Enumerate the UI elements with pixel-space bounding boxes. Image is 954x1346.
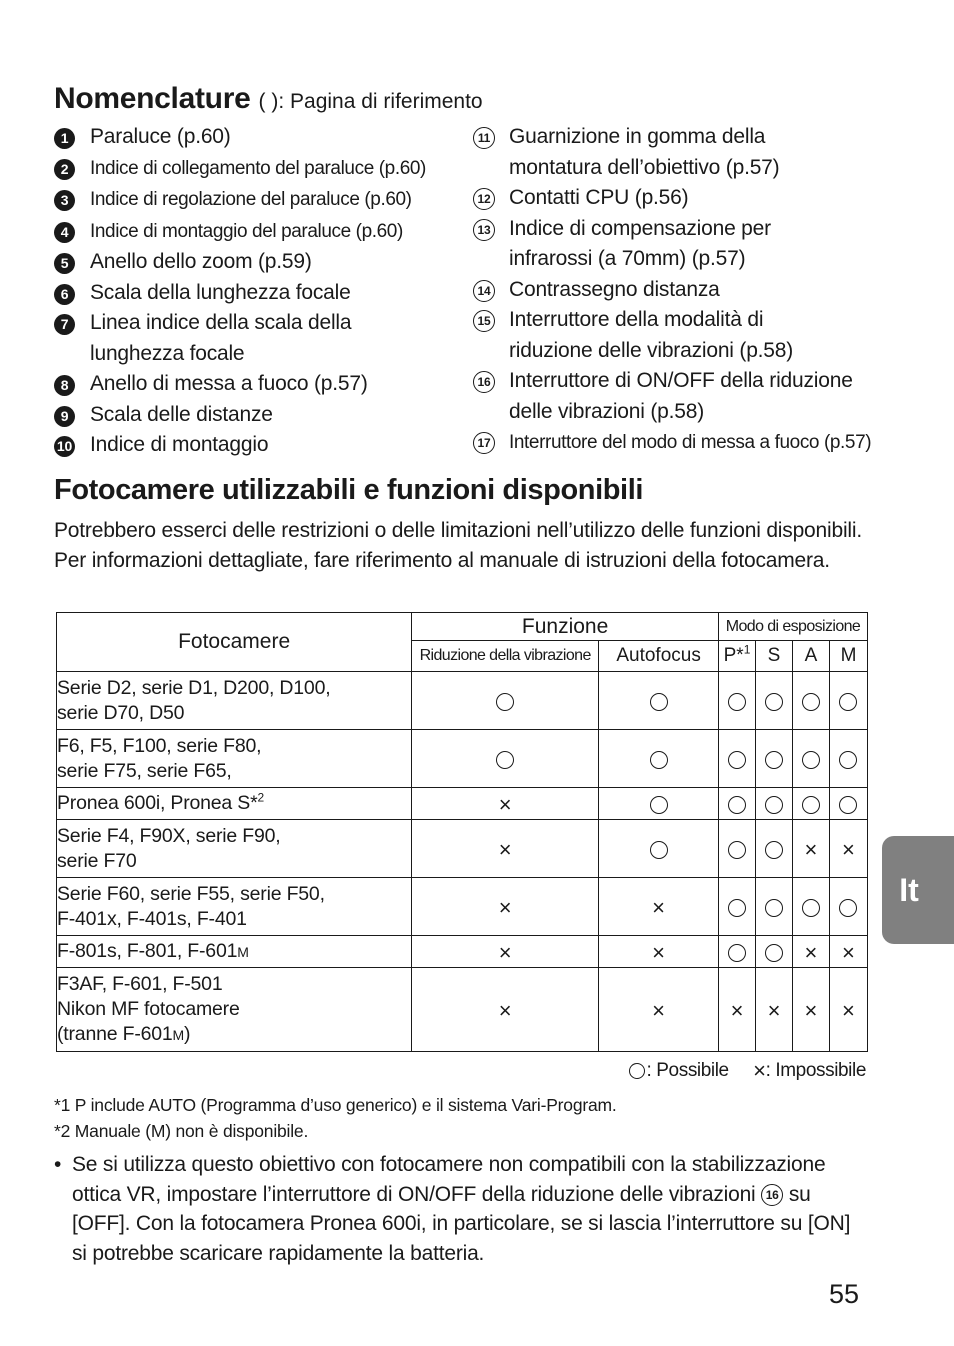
- nomenclature-item: [54, 369, 454, 400]
- impossible-symbol: ×: [730, 997, 744, 1023]
- impossible-symbol: ×: [498, 791, 512, 817]
- item-text: Indice di montaggio: [90, 433, 269, 456]
- table-row: [57, 672, 868, 730]
- item-text: Interruttore di ON/OFF della riduzione: [509, 369, 853, 392]
- item-text: Indice di regolazione del paraluce (p.60): [90, 189, 412, 210]
- nomenclature-list-left: [54, 122, 454, 461]
- possible-cell: [829, 788, 867, 820]
- table-row: [57, 878, 868, 936]
- possible-cell: [412, 672, 599, 730]
- nomenclature-item: [54, 122, 454, 153]
- possible-cell: [719, 730, 756, 788]
- possible-cell: [792, 730, 829, 788]
- nomenclature-heading: [54, 82, 483, 116]
- impossible-cell: [829, 968, 867, 1052]
- nomenclature-item: [54, 400, 454, 431]
- compatibility-table: [56, 612, 868, 1052]
- table-body: [57, 672, 868, 1052]
- impossible-symbol: ×: [498, 836, 512, 862]
- item-text-cont: infrarossi (a 70mm) (p.57): [509, 247, 746, 270]
- camera-text: Serie F60, serie F55, serie F50,: [57, 882, 325, 905]
- possible-cell: [599, 820, 719, 878]
- reference-note: ( ): Pagina di riferimento: [258, 90, 483, 113]
- possible-cell: [829, 730, 867, 788]
- camera-text: serie D70, D50: [57, 701, 185, 724]
- nomenclature-item: [473, 183, 873, 214]
- possible-cell: [599, 730, 719, 788]
- possible-cell: [412, 730, 599, 788]
- header-exposure-mode: Modo di esposizione: [719, 613, 868, 641]
- possible-symbol: [802, 899, 820, 917]
- possible-cell: [792, 672, 829, 730]
- possible-cell: [719, 936, 756, 968]
- item-text: Scala delle distanze: [90, 402, 273, 426]
- item-text: Indice di collegamento del paraluce (p.60): [90, 157, 426, 179]
- item-number-badge: 17: [473, 432, 495, 454]
- camera-cell: [57, 936, 412, 968]
- impossible-cell: [412, 820, 599, 878]
- possible-cell: [719, 820, 756, 878]
- impossible-symbol: ×: [767, 997, 781, 1023]
- item-text-cont: delle vibrazioni (p.58): [509, 399, 705, 423]
- item-text-cont: riduzione delle vibrazioni (p.58): [509, 338, 794, 362]
- impossible-cell: [412, 788, 599, 820]
- item-number-badge: 3: [54, 190, 75, 211]
- item-number-badge: 8: [54, 375, 75, 396]
- camera-text: M: [237, 943, 249, 960]
- mode-p-label: P*: [723, 645, 744, 666]
- item-number-badge: 14: [473, 280, 495, 302]
- table-row: [57, 936, 868, 968]
- item-text: Interruttore del modo di messa a fuoco (p.57): [509, 432, 872, 453]
- footnote-2: *2 Manuale (M) non è disponibile.: [54, 1121, 309, 1141]
- header-mode-m: M: [829, 641, 867, 672]
- legend-impossible: : Impossibile: [765, 1060, 866, 1082]
- impossible-cell: [412, 968, 599, 1052]
- impossible-symbol: ×: [498, 997, 512, 1023]
- possible-symbol: [765, 841, 783, 859]
- impossible-symbol: ×: [804, 836, 818, 862]
- impossible-cell: [829, 936, 867, 968]
- impossible-cell: [719, 968, 756, 1052]
- possible-cell: [756, 878, 793, 936]
- impossible-symbol: ×: [652, 939, 665, 965]
- nomenclature-item: [54, 308, 454, 369]
- possible-symbol: [629, 1063, 645, 1079]
- mode-p-footnote-mark: 1: [743, 642, 751, 657]
- impossible-symbol: ×: [842, 997, 855, 1023]
- impossible-cell: [412, 936, 599, 968]
- camera-cell: [57, 788, 412, 820]
- possible-cell: [599, 788, 719, 820]
- possible-symbol: [728, 751, 746, 769]
- item-text: Anello di messa a fuoco (p.57): [90, 372, 368, 395]
- possible-symbol: [802, 751, 820, 769]
- nomenclature-item: [473, 122, 873, 183]
- item-number-badge: 1: [54, 128, 75, 149]
- possible-cell: [756, 788, 793, 820]
- possible-cell: [756, 936, 793, 968]
- impossible-symbol: ×: [804, 939, 818, 965]
- impossible-cell: [792, 820, 829, 878]
- item-text: Indice di compensazione per: [509, 216, 771, 240]
- vr-note-line-1: Se si utilizza questo obiettivo con fotocamere non compatibili con la stabilizzazione: [72, 1153, 826, 1176]
- nomenclature-item: [473, 366, 873, 427]
- possible-symbol: [496, 751, 514, 769]
- table-row: [57, 730, 868, 788]
- item-text: Anello dello zoom (p.59): [90, 250, 312, 273]
- vr-note-line-2a: ottica VR, impostare l’interruttore di ON/OFF della riduzione delle vibrazioni: [72, 1182, 756, 1206]
- nomenclature-title: Nomenclature: [54, 82, 251, 115]
- possible-cell: [756, 820, 793, 878]
- possible-cell: [599, 672, 719, 730]
- possible-symbol: [765, 693, 783, 711]
- possible-cell: [756, 672, 793, 730]
- nomenclature-item: [473, 305, 873, 366]
- possible-symbol: [765, 751, 783, 769]
- impossible-cell: [412, 878, 599, 936]
- impossible-cell: [599, 878, 719, 936]
- vr-switch-number: 16: [761, 1184, 783, 1206]
- nomenclature-item: [54, 216, 454, 248]
- header-cameras: Fotocamere: [57, 613, 412, 672]
- legend-possible: : Possibile: [646, 1060, 729, 1082]
- nomenclature-item: [54, 153, 454, 185]
- possible-symbol: [728, 693, 746, 711]
- camera-cell: [57, 820, 412, 878]
- item-number-badge: 7: [54, 314, 75, 335]
- camera-cell: [57, 968, 412, 1052]
- item-number-badge: 9: [54, 406, 75, 427]
- impossible-symbol: ×: [842, 939, 855, 965]
- nomenclature-item: [54, 430, 454, 461]
- possible-cell: [756, 730, 793, 788]
- item-number-badge: 12: [473, 188, 495, 210]
- camera-text: (tranne F-601: [57, 1022, 173, 1045]
- possible-symbol: [650, 751, 668, 769]
- vr-note-text: [72, 1150, 874, 1268]
- vr-note-line-3: [OFF]. Con la fotocamera Pronea 600i, in particolare, se si lascia l’interruttore su [ON]: [72, 1212, 851, 1235]
- possible-cell: [719, 788, 756, 820]
- possible-symbol: [839, 751, 857, 769]
- possible-cell: [792, 878, 829, 936]
- possible-symbol: [765, 944, 783, 962]
- possible-cell: [719, 878, 756, 936]
- item-text: Paraluce (p.60): [90, 125, 231, 148]
- header-function: Funzione: [412, 613, 719, 641]
- impossible-cell: [792, 936, 829, 968]
- impossible-cell: [599, 936, 719, 968]
- camera-text: F-801s, F-801, F-601: [57, 939, 238, 962]
- camera-text: serie F75, serie F65,: [57, 759, 232, 782]
- possible-symbol: [650, 796, 668, 814]
- item-text-cont: montatura dell’obiettivo (p.57): [509, 155, 780, 179]
- item-text: Scala della lunghezza focale: [90, 280, 351, 304]
- table-row: [57, 820, 868, 878]
- nomenclature-item: [473, 275, 873, 306]
- header-vr: Riduzione della vibrazione: [412, 641, 599, 672]
- camera-text: Nikon MF fotocamere: [57, 997, 240, 1020]
- item-text: Contrassegno distanza: [509, 277, 720, 301]
- possible-symbol: [839, 693, 857, 711]
- vr-note-line-2b: su: [788, 1182, 811, 1206]
- impossible-symbol: ×: [652, 997, 665, 1023]
- camera-text: Serie F4, F90X, serie F90,: [57, 824, 281, 847]
- compat-heading: Fotocamere utilizzabili e funzioni disponibili: [54, 474, 644, 506]
- nomenclature-item: [473, 427, 873, 459]
- possible-symbol: [839, 796, 857, 814]
- table-row: [57, 788, 868, 820]
- item-text: Contatti CPU (p.56): [509, 186, 689, 209]
- vr-note: [54, 1150, 874, 1268]
- item-number-badge: 4: [54, 222, 75, 243]
- item-number-badge: 11: [473, 127, 495, 149]
- item-number-badge: 13: [473, 219, 495, 241]
- header-mode-p: [719, 641, 756, 672]
- item-number-badge: 10: [54, 436, 75, 457]
- header-mode-a: A: [792, 641, 829, 672]
- footnote-mark: 2: [257, 790, 264, 805]
- nomenclature-item: [473, 214, 873, 275]
- camera-cell: [57, 730, 412, 788]
- item-number-badge: 5: [54, 253, 75, 274]
- impossible-symbol: ×: [804, 997, 818, 1023]
- language-tab: It: [882, 836, 954, 944]
- possible-symbol: [650, 841, 668, 859]
- item-number-badge: 6: [54, 284, 75, 305]
- camera-text: M: [172, 1026, 185, 1043]
- bullet-dot: •: [54, 1153, 62, 1176]
- item-number-badge: 16: [473, 371, 495, 393]
- possible-symbol: [496, 693, 514, 711]
- item-number-badge: 15: [473, 310, 495, 332]
- possible-cell: [792, 788, 829, 820]
- vr-note-line-4: si potrebbe scaricare rapidamente la batteria.: [72, 1241, 485, 1265]
- impossible-symbol: ×: [652, 894, 665, 920]
- table-legend: [629, 1060, 866, 1082]
- possible-symbol: [765, 899, 783, 917]
- impossible-symbol: ×: [498, 939, 512, 965]
- camera-text: Serie D2, serie D1, D200, D100,: [57, 676, 331, 699]
- possible-symbol: [839, 899, 857, 917]
- nomenclature-list-right: [473, 122, 873, 459]
- possible-symbol: [802, 693, 820, 711]
- item-text-cont: lunghezza focale: [90, 341, 245, 365]
- camera-cell: [57, 878, 412, 936]
- impossible-cell: [792, 968, 829, 1052]
- item-text: Guarnizione in gomma della: [509, 125, 766, 148]
- item-text: Linea indice della scala della: [90, 311, 352, 334]
- page-number: 55: [829, 1279, 860, 1309]
- table-row: [57, 968, 868, 1052]
- item-number-badge: 2: [54, 159, 75, 180]
- footnote-1: *1 P include AUTO (Programma d’uso generico) e il sistema Vari-Program.: [54, 1095, 617, 1115]
- camera-text: F6, F5, F100, serie F80,: [57, 734, 262, 757]
- possible-symbol: [728, 899, 746, 917]
- header-autofocus: Autofocus: [599, 641, 719, 672]
- impossible-symbol: ×: [753, 1058, 766, 1083]
- possible-symbol: [728, 944, 746, 962]
- camera-text: F-401x, F-401s, F-401: [57, 907, 247, 930]
- camera-text: serie F70: [57, 849, 137, 872]
- compat-intro: Potrebbero esserci delle restrizioni o delle limitazioni nell’utilizzo delle funzioni disponibili. Per informazioni dettagliate, fare riferimento al manuale di istruzioni della fotocamera.: [54, 519, 862, 572]
- impossible-cell: [599, 968, 719, 1052]
- possible-symbol: [650, 693, 668, 711]
- item-text: Indice di montaggio del paraluce (p.60): [90, 220, 403, 242]
- possible-symbol: [802, 796, 820, 814]
- possible-cell: [719, 672, 756, 730]
- camera-cell: [57, 672, 412, 730]
- possible-symbol: [765, 796, 783, 814]
- impossible-cell: [829, 820, 867, 878]
- nomenclature-item: [54, 278, 454, 309]
- impossible-symbol: ×: [498, 894, 512, 920]
- item-text: Interruttore della modalità di: [509, 308, 764, 331]
- camera-text: F3AF, F-601, F-501: [57, 972, 223, 995]
- possible-symbol: [728, 796, 746, 814]
- impossible-cell: [756, 968, 793, 1052]
- header-mode-s: S: [756, 641, 793, 672]
- possible-cell: [829, 672, 867, 730]
- camera-text: Pronea 600i, Pronea S*: [57, 792, 258, 814]
- camera-text: ): [184, 1022, 191, 1045]
- nomenclature-item: [54, 184, 454, 216]
- nomenclature-item: [54, 247, 454, 278]
- impossible-symbol: ×: [842, 836, 855, 862]
- possible-symbol: [728, 841, 746, 859]
- possible-cell: [829, 878, 867, 936]
